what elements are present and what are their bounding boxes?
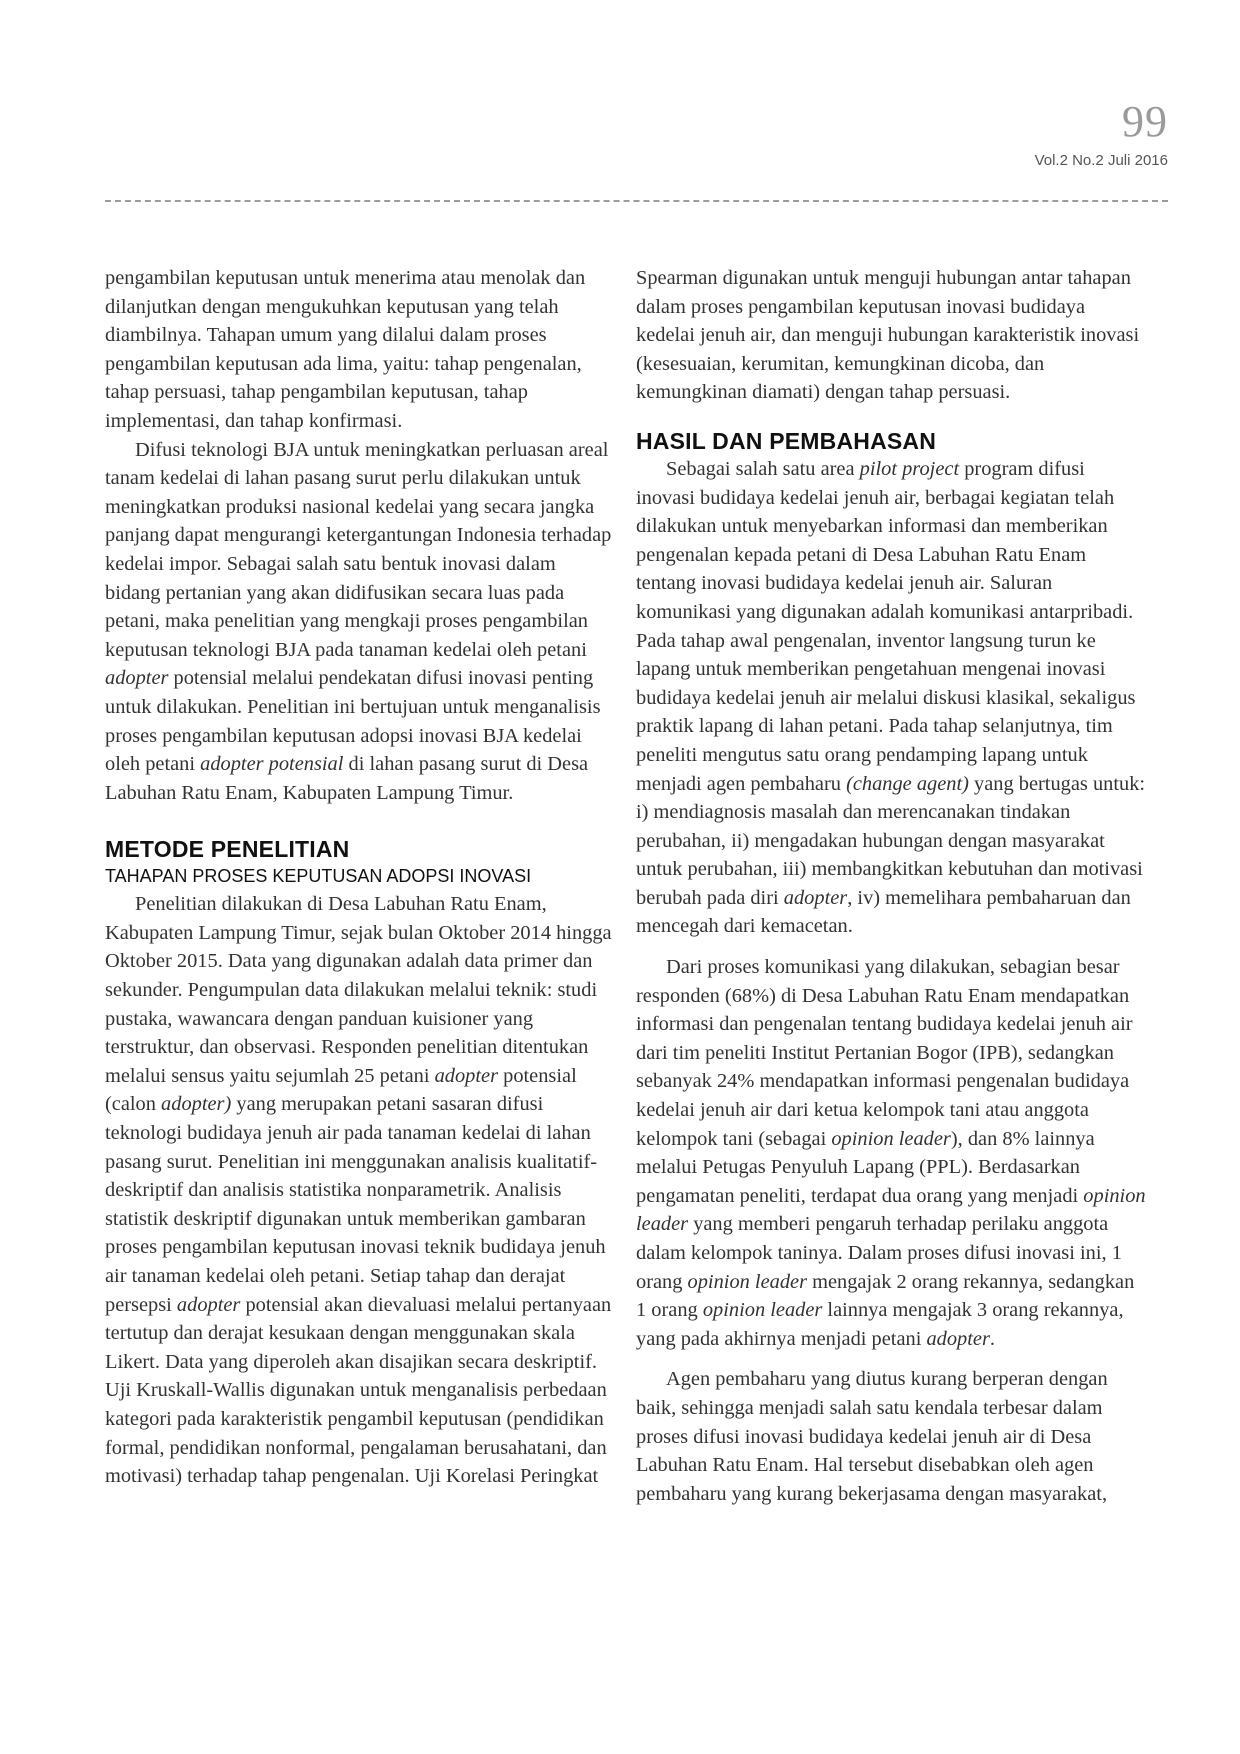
paragraph: pengambilan keputusan untuk menerima atau menolak dan dilanjutkan dengan mengukuhkan keputusan yang telah diambilnya. Tahapan umum yang dilalui dalam proses pengambilan keputusan ada lima, yaitu: tahap pengenalan, tahap persuasi, tahap pengambilan keputusan, tahap implementasi, dan tahap konfirmasi. (105, 267, 586, 432)
paragraph: Penelitian dilakukan di Desa Labuhan Ratu Enam, Kabupaten Lampung Timur, sejak bulan Oktober 2014 hingga Oktober 2015. Data yang digunakan adalah data primer dan sekunder. Pengumpulan data dilakukan melalui teknik: studi pustaka, wawancara dengan panduan kuisioner yang terstruktur, dan observasi. Responden penelitian ditentukan melalui sensus yaitu sejumlah 25 petani adopter potensial (calon adopter) yang merupakan petani sasaran difusi teknologi budidaya jenuh air pada tanaman kedelai di lahan pasang surut. Penelitian ini menggunakan analisis kualitatif-deskriptif dan analisis statistika nonparametrik. Analisis statistik deskriptif digunakan untuk memberikan gambaran proses pengambilan keputusan inovasi teknik budidaya jenuh air tanaman kedelai oleh petani. Setiap tahap dan derajat persepsi adopter potensial akan dievaluasi melalui pertanyaan tertutup dan derajat kesukaan dengan menggunakan skala Likert. Data yang diperoleh akan disajikan secara deskriptif. Uji Kruskall-Wallis digunakan untuk menganalisis perbedaan kategori pada karakteristik pengambil keputusan (pendidikan formal, pendidikan nonformal, pengalaman berusahatani, dan motivasi) terhadap tahap pengenalan. Uji Korelasi Peringkat (105, 893, 612, 1488)
paragraph: Dari proses komunikasi yang dilakukan, sebagian besar responden (68%) di Desa Labuhan Ratu Enam mendapatkan informasi dan pengenalan tentang budidaya kedelai jenuh air dari tim peneliti Institut Pertanian Bogor (IPB), sedangkan sebanyak 24% mendapatkan informasi pengenalan budidaya kedelai jenuh air dari ketua kelompok tani atau anggota kelompok tani (sebagai opinion leader), dan 8% lainnya melalui Petugas Penyuluh Lapang (PPL). Berdasarkan pengamatan peneliti, terdapat dua orang yang menjadi opinion leader yang memberi pengaruh terhadap perilaku anggota dalam kelompok taninya. Dalam proses difusi inovasi ini, 1 orang opinion leader mengajak 2 orang rekannya, sedangkan 1 orang opinion leader lainnya mengajak 3 orang rekannya, yang pada akhirnya menjadi petani adopter. (636, 956, 1146, 1350)
subsection-heading: TAHAPAN PROSES KEPUTUSAN ADOPSI INOVASI (105, 866, 532, 887)
page-number: 99 (1122, 97, 1168, 146)
left-column (105, 264, 615, 1491)
header-divider (105, 200, 1168, 202)
paragraph: Difusi teknologi BJA untuk meningkatkan perluasan areal tanam kedelai di lahan pasang surut perlu dilakukan untuk meningkatkan produksi nasional kedelai yang secara jangka panjang dapat mengurangi ketergantungan Indonesia terhadap kedelai impor. Sebagai salah satu bentuk inovasi dalam bidang pertanian yang akan didifusikan secara luas pada petani, maka penelitian yang mengkaji proses pengambilan keputusan teknologi BJA pada tanaman kedelai oleh petani adopter potensial melalui pendekatan difusi inovasi penting untuk dilakukan. Penelitian ini bertujuan untuk menganalisis proses pengambilan keputusan adopsi inovasi BJA kedelai oleh petani adopter potensial di lahan pasang surut di Desa Labuhan Ratu Enam, Kabupaten Lampung Timur. (105, 438, 612, 804)
paragraph: Sebagai salah satu area pilot project program difusi inovasi budidaya kedelai jenuh air, berbagai kegiatan telah dilakukan untuk menyebarkan informasi dan memberikan pengenalan kepada petani di Desa Labuhan Ratu Enam tentang inovasi budidaya kedelai jenuh air. Saluran komunikasi yang digunakan adalah komunikasi antarpribadi. Pada tahap awal pengenalan, inventor langsung turun ke lapang untuk memberikan pengetahuan mengenai inovasi budidaya kedelai jenuh air melalui diskusi klasikal, sekaligus praktik lapang di lahan petani. Pada tahap selanjutnya, tim peneliti mengutus satu orang pendamping lapang untuk menjadi agen pembaharu (change agent) yang bertugas untuk: i) mendiagnosis masalah dan merencanakan tindakan perubahan, ii) mengadakan hubungan dengan masyarakat untuk perubahan, iii) membangkitkan kebutuhan dan motivasi berubah pada diri adopter, iv) memelihara pembaharuan dan mencegah dari kemacetan. (636, 457, 1146, 938)
right-column (636, 264, 1146, 1508)
journal-volume: Vol.2 No.2 Juli 2016 (1034, 152, 1168, 169)
paragraph: Spearman digunakan untuk menguji hubungan antar tahapan dalam proses pengambilan keputusan inovasi budidaya kedelai jenuh air, dan menguji hubungan karakteristik inovasi (kesesuaian, kerumitan, kemungkinan dicoba, dan kemungkinan diamati) dengan tahap persuasi. (636, 267, 1140, 404)
section-heading-metode: METODE PENELITIAN (105, 836, 350, 863)
paragraph: Agen pembaharu yang diutus kurang berperan dengan baik, sehingga menjadi salah satu kendala terbesar dalam proses difusi inovasi budidaya kedelai jenuh air di Desa Labuhan Ratu Enam. Hal tersebut disebabkan oleh agen pembaharu yang kurang bekerjasama dengan masyarakat, (636, 1368, 1108, 1505)
section-heading-hasil: HASIL DAN PEMBAHASAN (636, 427, 937, 454)
